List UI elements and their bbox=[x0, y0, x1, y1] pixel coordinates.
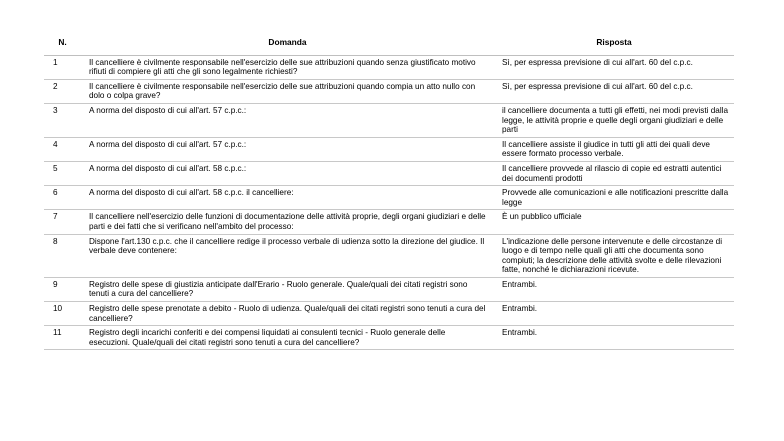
row-question: Il cancelliere nell'esercizio delle funzioni di documentazione delle attività proprie, degli organi giudiziari e delle parti e dei fatti che si verificano nell'ambito del processo: bbox=[81, 210, 494, 234]
table-row bbox=[44, 326, 734, 350]
row-question: Registro delle spese prenotate a debito - Ruolo di udienza. Quale/quali dei citati registri sono tenuti a cura del cancelliere? bbox=[81, 302, 494, 326]
header-number: N. bbox=[44, 33, 81, 55]
row-answer: L'indicazione delle persone intervenute e delle circostanze di luogo e di tempo nelle quali gli atti che documenta sono compiuti; la descrizione delle attività svolte e delle rilevazioni fatte, nonché le dichiarazioni ricevute. bbox=[494, 234, 734, 277]
table-row bbox=[44, 137, 734, 161]
row-answer: Entrambi. bbox=[494, 302, 734, 326]
table-row bbox=[44, 234, 734, 277]
row-answer: Sì, per espressa previsione di cui all'art. 60 del c.p.c. bbox=[494, 55, 734, 79]
row-question: Registro degli incarichi conferiti e dei compensi liquidati ai consulenti tecnici - Ruolo generale delle esecuzioni. Quale/quali dei citati registri sono tenuti a cura del cancelliere? bbox=[81, 326, 494, 350]
table-row bbox=[44, 55, 734, 79]
row-question: Il cancelliere è civilmente responsabile nell'esercizio delle sue attribuzioni quando senza giustificato motivo rifiuti di compiere gli atti che gli sono legalmente richiesti? bbox=[81, 55, 494, 79]
row-answer: Provvede alle comunicazioni e alle notificazioni prescritte dalla legge bbox=[494, 186, 734, 210]
row-number: 7 bbox=[44, 210, 81, 234]
row-question: Il cancelliere è civilmente responsabile nell'esercizio delle sue attribuzioni quando compia un atto nullo con dolo o colpa grave? bbox=[81, 79, 494, 103]
row-answer: il cancelliere documenta a tutti gli effetti, nei modi previsti dalla legge, le attività proprie e quelle degli organi giudiziari e delle parti bbox=[494, 103, 734, 137]
table-header-row bbox=[44, 33, 734, 55]
row-number: 9 bbox=[44, 277, 81, 301]
header-answer: Risposta bbox=[494, 33, 734, 55]
row-number: 5 bbox=[44, 161, 81, 185]
row-question: A norma del disposto di cui all'art. 57 c.p.c.: bbox=[81, 137, 494, 161]
row-question: A norma del disposto di cui all'art. 58 c.p.c.: bbox=[81, 161, 494, 185]
row-number: 6 bbox=[44, 186, 81, 210]
row-question: Dispone l'art.130 c.p.c. che il cancelliere redige il processo verbale di udienza sotto la direzione del giudice. Il verbale deve contenere: bbox=[81, 234, 494, 277]
row-answer: Entrambi. bbox=[494, 277, 734, 301]
table-row bbox=[44, 103, 734, 137]
table-row bbox=[44, 186, 734, 210]
row-question: A norma del disposto di cui all'art. 57 c.p.c.: bbox=[81, 103, 494, 137]
row-answer: Il cancelliere assiste il giudice in tutti gli atti dei quali deve essere formato processo verbale. bbox=[494, 137, 734, 161]
quiz-table bbox=[44, 33, 734, 350]
row-number: 11 bbox=[44, 326, 81, 350]
row-number: 3 bbox=[44, 103, 81, 137]
row-question: A norma del disposto di cui all'art. 58 c.p.c. il cancelliere: bbox=[81, 186, 494, 210]
row-question: Registro delle spese di giustizia anticipate dall'Erario - Ruolo generale. Quale/quali dei citati registri sono tenuti a cura del cancelliere? bbox=[81, 277, 494, 301]
table-row bbox=[44, 210, 734, 234]
row-number: 1 bbox=[44, 55, 81, 79]
table-row bbox=[44, 161, 734, 185]
table-row bbox=[44, 277, 734, 301]
row-number: 4 bbox=[44, 137, 81, 161]
table-row bbox=[44, 302, 734, 326]
row-answer: È un pubblico ufficiale bbox=[494, 210, 734, 234]
row-answer: Il cancelliere provvede al rilascio di copie ed estratti autentici dei documenti prodotti bbox=[494, 161, 734, 185]
row-number: 8 bbox=[44, 234, 81, 277]
row-answer: Entrambi. bbox=[494, 326, 734, 350]
table-row bbox=[44, 79, 734, 103]
row-answer: Sì, per espressa previsione di cui all'art. 60 del c.p.c. bbox=[494, 79, 734, 103]
row-number: 10 bbox=[44, 302, 81, 326]
header-question: Domanda bbox=[81, 33, 494, 55]
row-number: 2 bbox=[44, 79, 81, 103]
